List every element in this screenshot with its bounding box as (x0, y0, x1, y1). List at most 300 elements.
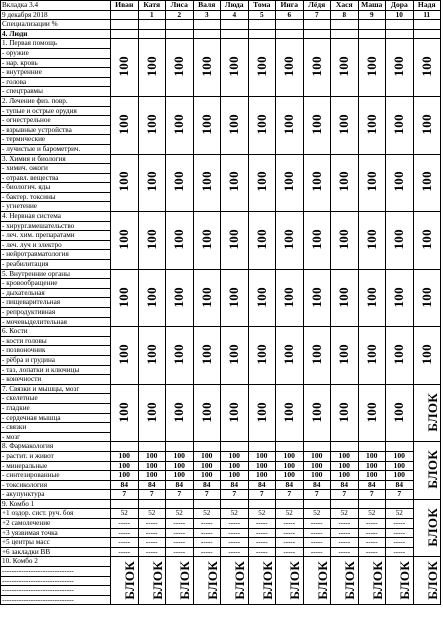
rotated-value: 100 (170, 56, 186, 77)
section-value (248, 327, 276, 385)
combo1-value: ----- (193, 519, 221, 529)
rotated-value: БЛОК (204, 560, 220, 600)
combo1-value: ----- (331, 538, 359, 548)
section-value (111, 327, 139, 385)
section-value (166, 39, 194, 97)
block-cell (358, 557, 386, 605)
block-cell (193, 557, 221, 605)
combo1-label: +6 закладки ВВ (1, 547, 111, 557)
pharma-value: 7 (358, 490, 386, 500)
combo1-value: ----- (166, 547, 194, 557)
rotated-value: 100 (363, 344, 379, 365)
pharma-value: 7 (248, 490, 276, 500)
rotated-value: 100 (418, 286, 434, 308)
rotated-value: 100 (335, 114, 351, 135)
pharma-value: 84 (138, 480, 166, 490)
section-value (413, 212, 441, 270)
section-value (138, 154, 166, 212)
column-name-7: Лёдя (303, 1, 331, 11)
rotated-value: 100 (253, 401, 269, 423)
rotated-value: 100 (308, 401, 324, 423)
section-title-row (1, 269, 441, 279)
section-value (248, 154, 276, 212)
combo1-label: +2 самолечение (1, 519, 111, 529)
combo1-value: ----- (138, 519, 166, 529)
combo1-value: ----- (276, 547, 304, 557)
rotated-value: 100 (390, 114, 406, 135)
combo2-title-row (1, 557, 441, 567)
combo1-row (1, 528, 441, 538)
rotated-value: 100 (418, 344, 434, 365)
rotated-value: 100 (115, 56, 131, 77)
section-item: - дыхательная (1, 288, 111, 298)
combo1-value: 52 (166, 509, 194, 519)
rotated-value: 100 (418, 229, 434, 250)
section-value (111, 212, 139, 270)
pharma-value: 84 (193, 480, 221, 490)
section-value (413, 96, 441, 154)
pharma-value: 100 (193, 451, 221, 461)
rotated-value: БЛОК (314, 560, 330, 600)
pharma-value: 100 (111, 451, 139, 461)
section-value (276, 269, 304, 327)
empty-cell (413, 29, 441, 39)
section-value (138, 384, 166, 442)
pharma-value: 100 (221, 471, 249, 481)
section-item: - бактер. токсины (1, 192, 111, 202)
empty-cell (303, 20, 331, 30)
column-number-5: 5 (248, 10, 276, 20)
column-number-7: 7 (303, 10, 331, 20)
rotated-value: 100 (390, 401, 406, 423)
column-name-3: Валя (193, 1, 221, 11)
rotated-value: 100 (335, 344, 351, 365)
rotated-value: БЛОК (369, 560, 385, 600)
rotated-value: 100 (143, 229, 159, 250)
section-item: - связки (1, 423, 111, 433)
combo1-value: 52 (276, 509, 304, 519)
header-number-row (1, 10, 441, 20)
combo1-value: ----- (111, 528, 139, 538)
section-value (276, 154, 304, 212)
combo1-label: +5 центры масс (1, 538, 111, 548)
section-value (358, 327, 386, 385)
combo1-value: ----- (303, 519, 331, 529)
rotated-value: 100 (280, 171, 296, 192)
section-title: 7. Связки и мышцы, мозг (1, 384, 111, 394)
pharma-value: 100 (166, 461, 194, 471)
rotated-value: 100 (143, 344, 159, 365)
combo1-value: 52 (111, 509, 139, 519)
rotated-value: БЛОК (342, 560, 358, 600)
rotated-value: 100 (198, 401, 214, 423)
empty-cell (221, 20, 249, 30)
empty-cell (303, 442, 331, 452)
combo1-value: ----- (138, 528, 166, 538)
pharma-value: 100 (248, 461, 276, 471)
pharma-value: 100 (276, 461, 304, 471)
section-title-row (1, 384, 441, 394)
column-number-11: 11 (413, 10, 441, 20)
combo1-value: ----- (331, 547, 359, 557)
section-value (166, 327, 194, 385)
empty-cell (221, 442, 249, 452)
section-value (386, 384, 414, 442)
combo1-value: ----- (193, 538, 221, 548)
section-value (221, 327, 249, 385)
section-title-row (1, 327, 441, 337)
combo1-value: ----- (276, 519, 304, 529)
combo1-value: ----- (386, 528, 414, 538)
section-item: - леч. хим. препаратами (1, 231, 111, 241)
combo1-value: ----- (221, 519, 249, 529)
block-cell (221, 557, 249, 605)
rotated-value: 100 (170, 286, 186, 308)
pharma-value: 100 (386, 471, 414, 481)
section-value (193, 384, 221, 442)
rotated-value: БЛОК (232, 560, 248, 600)
column-name-9: Маша (358, 1, 386, 11)
combo1-value: ----- (358, 538, 386, 548)
column-number-3: 3 (193, 10, 221, 20)
block-cell (413, 499, 441, 557)
rotated-value: 100 (335, 56, 351, 77)
section-value (303, 269, 331, 327)
combo1-value: ----- (248, 528, 276, 538)
rotated-value: 100 (390, 344, 406, 365)
combo2-label: ------------------------------ (1, 586, 111, 596)
section-value (386, 39, 414, 97)
section-item: - оружие (1, 48, 111, 58)
rotated-value: 100 (308, 286, 324, 308)
empty-cell (111, 499, 139, 509)
section-item: - леч. луч и электро (1, 240, 111, 250)
rotated-value: 100 (170, 344, 186, 365)
pharma-title-row (1, 442, 441, 452)
pharma-value: 100 (138, 471, 166, 481)
empty-cell (248, 20, 276, 30)
section-value (166, 384, 194, 442)
section-value (111, 384, 139, 442)
pharma-value: 100 (166, 471, 194, 481)
empty-cell (331, 442, 359, 452)
section-item: - хирург.вмешательство (1, 221, 111, 231)
block-cell (413, 557, 441, 605)
section-value (358, 39, 386, 97)
combo1-value: ----- (303, 528, 331, 538)
empty-cell (193, 499, 221, 509)
pharma-value: 100 (331, 461, 359, 471)
block-cell (248, 557, 276, 605)
pharma-value: 100 (276, 451, 304, 461)
empty-cell (221, 29, 249, 39)
pharma-value: 100 (221, 461, 249, 471)
rotated-value: 100 (170, 401, 186, 423)
rotated-value: БЛОК (122, 560, 138, 600)
combo1-value: ----- (358, 547, 386, 557)
section-value (221, 384, 249, 442)
section-value (248, 96, 276, 154)
combo1-value: ----- (248, 538, 276, 548)
section-value (413, 39, 441, 97)
section-value (331, 39, 359, 97)
rotated-value: БЛОК (177, 560, 193, 600)
empty-cell (193, 442, 221, 452)
section-value (111, 269, 139, 327)
pharma-value: 100 (111, 471, 139, 481)
pharma-row (1, 461, 441, 471)
rotated-value: БЛОК (149, 560, 165, 600)
rotated-value: 100 (115, 229, 131, 250)
section-item: - скелетные (1, 394, 111, 404)
section-title: 6. Кости (1, 327, 111, 337)
empty-cell (386, 499, 414, 509)
pharma-value: 100 (303, 461, 331, 471)
combo1-value: 52 (221, 509, 249, 519)
section-value (303, 384, 331, 442)
section-value (111, 154, 139, 212)
rotated-value: 100 (198, 171, 214, 192)
rotated-value: 100 (225, 229, 241, 250)
pharma-value: 7 (111, 490, 139, 500)
section-item: - конечности (1, 375, 111, 385)
rotated-value: 100 (390, 171, 406, 192)
section-item: - кости головы (1, 336, 111, 346)
empty-cell (276, 442, 304, 452)
empty-cell (138, 29, 166, 39)
block-cell (276, 557, 304, 605)
section-item: - пищеварительная (1, 298, 111, 308)
pharma-label: - растит. и живот (1, 451, 111, 461)
empty-cell (166, 20, 194, 30)
pharma-value: 100 (331, 451, 359, 461)
section-item: - нейротравматология (1, 250, 111, 260)
rotated-value: 100 (198, 344, 214, 365)
column-name-2: Лиса (166, 1, 194, 11)
rotated-value: 100 (143, 171, 159, 192)
rotated-value: 100 (363, 401, 379, 423)
rotated-value: 100 (115, 401, 131, 423)
rotated-value: 100 (308, 56, 324, 77)
section-value (111, 39, 139, 97)
rotated-value: 100 (253, 114, 269, 135)
combo1-value: ----- (166, 538, 194, 548)
combo1-value: ----- (166, 519, 194, 529)
section-value (303, 212, 331, 270)
section-value (331, 384, 359, 442)
section-item: - рёбра и грудина (1, 355, 111, 365)
section-title-row (1, 39, 441, 49)
section-value (303, 39, 331, 97)
section-value (386, 269, 414, 327)
rotated-value: 100 (390, 56, 406, 77)
section-value (166, 154, 194, 212)
rotated-value: 100 (390, 229, 406, 250)
column-name-11: Надя (413, 1, 441, 11)
combo1-value: ----- (276, 538, 304, 548)
column-number-4: 4 (221, 10, 249, 20)
pharma-value: 7 (193, 490, 221, 500)
empty-cell (386, 29, 414, 39)
pharma-value: 100 (193, 461, 221, 471)
section-value (248, 212, 276, 270)
pharma-row (1, 471, 441, 481)
section-value (221, 154, 249, 212)
column-name-0: Иван (111, 1, 139, 11)
column-name-6: Инга (276, 1, 304, 11)
section-value (331, 327, 359, 385)
section-value (138, 39, 166, 97)
pharma-value: 100 (248, 451, 276, 461)
rotated-value: 100 (280, 114, 296, 135)
rotated-value: 100 (253, 344, 269, 365)
combo2-label: ------------------------------ (1, 576, 111, 586)
rotated-value: БЛОК (397, 560, 413, 600)
section-item: - химич. ожоги (1, 164, 111, 174)
pharma-value: 84 (276, 480, 304, 490)
section-value (358, 269, 386, 327)
empty-cell (303, 499, 331, 509)
empty-cell (358, 442, 386, 452)
section-item: - лучистые и барометрич. (1, 144, 111, 154)
empty-cell (138, 499, 166, 509)
pharma-label: - синтезированные (1, 471, 111, 481)
table-body (1, 1, 441, 605)
rotated-value: 100 (335, 401, 351, 423)
pharma-value: 100 (358, 451, 386, 461)
section-heading: 4. Люди (1, 29, 111, 39)
column-number-8: 8 (331, 10, 359, 20)
section-value (193, 154, 221, 212)
rotated-value: 100 (143, 114, 159, 135)
date-label: 9 декабря 2018 (1, 10, 111, 20)
section-item: - тупые и острые орудия (1, 106, 111, 116)
rotated-value: 100 (225, 114, 241, 135)
section-value (331, 154, 359, 212)
section-value (331, 212, 359, 270)
pharma-value: 100 (248, 471, 276, 481)
pharma-title: 8. Фармакология (1, 442, 111, 452)
section-item: - репродуктивная (1, 308, 111, 318)
combo2-label: ------------------------------ (1, 567, 111, 577)
column-number-10: 10 (386, 10, 414, 20)
pharma-label: - токсикология (1, 480, 111, 490)
rotated-value: 100 (308, 229, 324, 250)
column-name-5: Тома (248, 1, 276, 11)
combo1-value: ----- (303, 538, 331, 548)
combo1-value: ----- (248, 547, 276, 557)
section-value (358, 212, 386, 270)
combo1-value: ----- (221, 547, 249, 557)
rotated-value: 100 (198, 286, 214, 308)
pharma-value: 84 (386, 480, 414, 490)
section-title-row (1, 154, 441, 164)
section-item: - мозг (1, 432, 111, 442)
empty-cell (111, 20, 139, 30)
empty-cell (248, 442, 276, 452)
rotated-value: БЛОК (287, 560, 303, 600)
section-value (276, 96, 304, 154)
combo1-value: ----- (166, 528, 194, 538)
combo1-value: ----- (138, 538, 166, 548)
combo1-value: ----- (193, 528, 221, 538)
pharma-value: 100 (303, 451, 331, 461)
rotated-value: 100 (280, 344, 296, 365)
section-value (221, 269, 249, 327)
rotated-value: 100 (308, 171, 324, 192)
pharma-value: 7 (166, 490, 194, 500)
section-value (386, 327, 414, 385)
pharma-value: 100 (221, 451, 249, 461)
rotated-value: 100 (363, 56, 379, 77)
rotated-value: БЛОК (424, 507, 440, 547)
combo1-title-row (1, 499, 441, 509)
pharma-value: 100 (303, 471, 331, 481)
rotated-value: 100 (253, 286, 269, 308)
pharma-row (1, 480, 441, 490)
header-row (1, 1, 441, 11)
empty-cell (358, 29, 386, 39)
rotated-value: 100 (418, 56, 434, 77)
rotated-value: 100 (143, 401, 159, 423)
section-value (166, 269, 194, 327)
rotated-value: 100 (418, 114, 434, 135)
column-name-1: Катя (138, 1, 166, 11)
section-item: - огнестрельное (1, 116, 111, 126)
section-value (138, 327, 166, 385)
rotated-value: 100 (143, 286, 159, 308)
section-title: 5. Внутренние органы (1, 269, 111, 279)
section-title: 4. Нервная система (1, 212, 111, 222)
rotated-value: 100 (115, 286, 131, 308)
section-value (111, 96, 139, 154)
block-cell (166, 557, 194, 605)
section-value (413, 384, 441, 442)
combo1-value: ----- (276, 528, 304, 538)
combo1-value: ----- (138, 547, 166, 557)
section-item: - угнетение (1, 202, 111, 212)
combo1-value: 52 (358, 509, 386, 519)
rotated-value: 100 (115, 171, 131, 192)
section-value (221, 96, 249, 154)
combo1-label: +3 уязвимая точка (1, 528, 111, 538)
rotated-value: 100 (363, 286, 379, 308)
rotated-value: 100 (280, 229, 296, 250)
rotated-value: 100 (253, 171, 269, 192)
empty-cell (166, 499, 194, 509)
section-value (276, 39, 304, 97)
rotated-value: 100 (198, 56, 214, 77)
section-title-row (1, 212, 441, 222)
combo1-row (1, 547, 441, 557)
combo1-value: ----- (386, 547, 414, 557)
pharma-value: 84 (221, 480, 249, 490)
pharma-value: 7 (386, 490, 414, 500)
rotated-value: 100 (225, 171, 241, 192)
rotated-value: 100 (143, 56, 159, 77)
rotated-value: 100 (418, 171, 434, 192)
section-value (276, 384, 304, 442)
block-cell (138, 557, 166, 605)
section-value (193, 212, 221, 270)
block-cell (111, 557, 139, 605)
pharma-value: 7 (331, 490, 359, 500)
rotated-value: 100 (390, 286, 406, 308)
combo1-row (1, 538, 441, 548)
pharma-value: 100 (386, 451, 414, 461)
empty-cell (331, 499, 359, 509)
pharma-value: 84 (248, 480, 276, 490)
